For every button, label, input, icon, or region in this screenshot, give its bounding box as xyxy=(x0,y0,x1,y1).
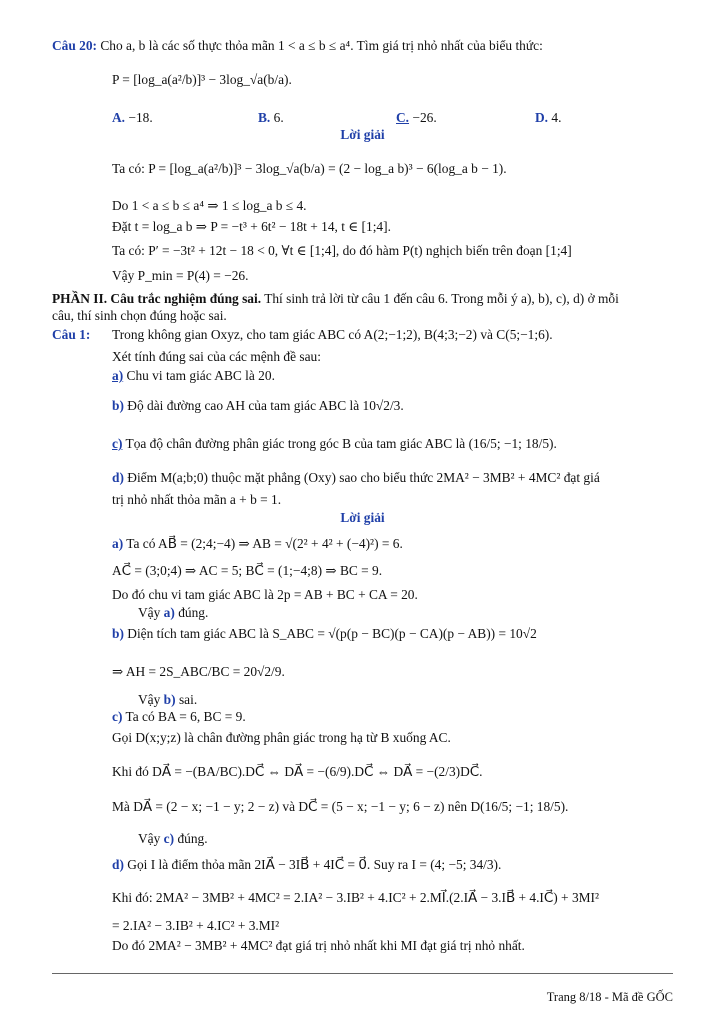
choice-b: B. 6. xyxy=(258,110,284,125)
question-20-label: Câu 20: xyxy=(52,38,98,53)
sol-a-line-1: a) Ta có AB⃗ = (2;4;−4) ⇒ AB = √(2² + 4² + (−4)²) = 6. xyxy=(112,536,403,551)
sol-d-line-2: Khi đó: 2MA² − 3MB² + 4MC² = 2.IA² − 3.IB² + 4.IC² + 2.MI⃗.(2.IA⃗ − 3.IB⃗ + 4.IC⃗) + 3MI² xyxy=(112,890,600,905)
statement-d-line-1: d) Điểm M(a;b;0) thuộc mặt phẳng (Oxy) sao cho biểu thức 2MA² − 3MB² + 4MC² đạt giá xyxy=(112,470,600,485)
footer-rule xyxy=(52,973,673,974)
solution-heading-1: Lời giải xyxy=(340,510,385,525)
part-2-line-2: câu, thí sinh chọn đúng hoặc sai. xyxy=(52,308,227,323)
sol-a-line-2: AC⃗ = (3;0;4) ⇒ AC = 5; BC⃗ = (1;−4;8) ⇒ BC = 9. xyxy=(112,563,383,578)
sol-a-line-3: Do đó chu vi tam giác ABC là 2p = AB + BC + CA = 20. xyxy=(112,587,418,602)
sol-a-conclusion: Vậy a) đúng. xyxy=(138,605,209,620)
question-1-line xyxy=(52,327,553,343)
choice-a: A. −18. xyxy=(112,110,153,125)
q20-solution-line-2: Do 1 < a ≤ b ≤ a⁴ ⇒ 1 ≤ log_a b ≤ 4. xyxy=(112,198,307,213)
question-1-prompt: Xét tính đúng sai của các mệnh đề sau: xyxy=(112,349,321,364)
part-2-title: PHẦN II. Câu trắc nghiệm đúng sai. xyxy=(52,291,262,306)
sol-c-conclusion: Vậy c) đúng. xyxy=(138,831,208,846)
statement-a: a) Chu vi tam giác ABC là 20. xyxy=(112,368,275,383)
solution-heading-20: Lời giải xyxy=(340,127,385,142)
statement-c: c) Tọa độ chân đường phân giác trong góc B của tam giác ABC là (16/5; −1; 18/5). xyxy=(112,436,557,451)
sol-c-line-2: Gọi D(x;y;z) là chân đường phân giác trong hạ từ B xuống AC. xyxy=(112,730,451,745)
q20-solution-line-3: Đặt t = log_a b ⇒ P = −t³ + 6t² − 18t + 14, t ∈ [1;4]. xyxy=(112,219,391,234)
statement-d-line-2: trị nhỏ nhất thỏa mãn a + b = 1. xyxy=(112,492,282,507)
sol-d-line-1: d) Gọi I là điểm thỏa mãn 2IA⃗ − 3IB⃗ + 4IC⃗ = 0⃗. Suy ra I = (4; −5; 34/3). xyxy=(112,857,502,872)
question-20-line xyxy=(52,38,543,54)
question-1-label: Câu 1: xyxy=(52,327,91,342)
question-1-text: Trong không gian Oxyz, cho tam giác ABC có A(2;−1;2), B(4;3;−2) và C(5;−1;6). xyxy=(112,327,553,342)
sol-d-line-3: = 2.IA² − 3.IB² + 4.IC² + 3.MI² xyxy=(112,918,280,933)
choice-d: D. 4. xyxy=(535,110,562,125)
question-20-text: Cho a, b là các số thực thỏa mãn 1 < a ≤ b ≤ a⁴. Tìm giá trị nhỏ nhất của biểu thức: xyxy=(100,38,543,53)
sol-c-line-3: Khi đó DA⃗ = −(BA/BC).DC⃗ ⇔ DA⃗ = −(6/9).DC⃗ ⇔ DA⃗ = −(2/3)DC⃗. xyxy=(112,764,483,779)
question-20-formula: P = [log_a(a²/b)]³ − 3log_√a(b/a). xyxy=(112,72,292,87)
q20-solution-line-5: Vậy P_min = P(4) = −26. xyxy=(112,268,249,283)
part-2-instruction-1: Thí sinh trả lời từ câu 1 đến câu 6. Trong mỗi ý a), b), c), d) ở mỗi xyxy=(264,291,619,306)
part-2-line-1 xyxy=(52,291,619,307)
sol-c-line-4: Mà DA⃗ = (2 − x; −1 − y; 2 − z) và DC⃗ = (5 − x; −1 − y; 6 − z) nên D(16/5; −1; 18/5). xyxy=(112,799,569,814)
sol-d-line-4: Do đó 2MA² − 3MB² + 4MC² đạt giá trị nhỏ nhất khi MI đạt giá trị nhỏ nhất. xyxy=(112,938,525,953)
sol-b-conclusion: Vậy b) sai. xyxy=(138,692,198,707)
sol-c-line-1: c) Ta có BA = 6, BC = 9. xyxy=(112,709,246,724)
sol-b-line-1: b) Diện tích tam giác ABC là S_ABC = √(p(p − BC)(p − CA)(p − AB)) = 10√2 xyxy=(112,626,537,641)
q20-solution-line-4: Ta có: P′ = −3t² + 12t − 18 < 0, ∀t ∈ [1;4], do đó hàm P(t) nghịch biến trên đoạn [1;4] xyxy=(112,243,572,258)
choice-c: C. −26. xyxy=(396,110,437,125)
page-footer: Trang 8/18 - Mã đề GỐC xyxy=(546,990,673,1004)
statement-b: b) Độ dài đường cao AH của tam giác ABC là 10√2/3. xyxy=(112,398,404,413)
sol-b-line-2: ⇒ AH = 2S_ABC/BC = 20√2/9. xyxy=(112,664,285,679)
q20-solution-line-1: Ta có: P = [log_a(a²/b)]³ − 3log_√a(b/a) = (2 − log_a b)³ − 6(log_a b − 1). xyxy=(112,161,507,176)
